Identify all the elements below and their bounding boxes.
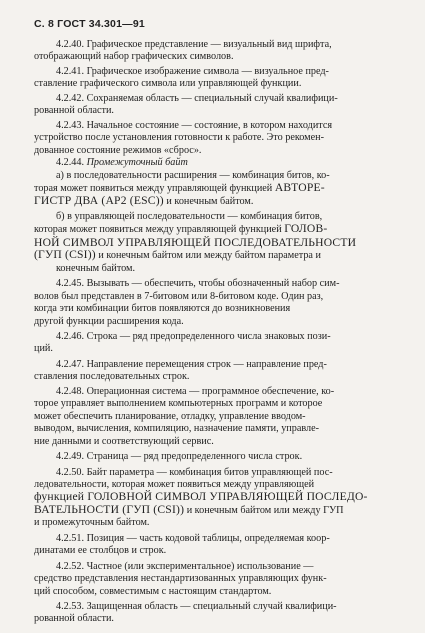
definition-4-2-48: [34, 386, 397, 448]
text-line: 4.2.45. Вызывать — обеспечить, чтобы обозначенный набор сим-: [56, 278, 340, 290]
text-line: 4.2.47. Направление перемещения строк — направление пред-: [56, 358, 327, 370]
definition-4-2-47: [34, 359, 397, 384]
text-line: функцией ГОЛОВНОЙ СИМВОЛ УПРАВЛЯЮЩЕЙ ПОСЛЕДО-: [34, 490, 368, 504]
text-line: 4.2.52. Частное (или экспериментальное) использование —: [56, 560, 314, 572]
text-line: дованное состояние режимов «сброс».: [34, 144, 202, 156]
text-line: когда эти комбинации битов появляются до возникновения: [34, 303, 291, 315]
page-header: С. 8 ГОСТ 34.301—91: [34, 18, 145, 30]
definition-4-2-46: [34, 331, 397, 356]
text-line: ций способом, совместимым с настоящим стандартом.: [34, 585, 272, 597]
text-line: 4.2.41. Графическое изображение символа — визуальное пред-: [56, 65, 329, 77]
definition-4-2-51: [34, 533, 397, 558]
text-line: торое управляет выполнением компьютерных программ и которое: [34, 398, 323, 410]
definition-4-2-50: [34, 467, 397, 530]
text-line: отображающий набор графических символов.: [34, 51, 234, 63]
text-line: ние данными и соответствующий сервис.: [34, 435, 214, 447]
title-number: 4.2.44.: [56, 157, 87, 169]
text-line: ставления последовательных строк.: [34, 371, 190, 383]
text-line: 4.2.40. Графическое представление — визуальный вид шрифта,: [56, 39, 332, 50]
text-line: средство представления нестандартизованных управляющих функ-: [34, 573, 327, 585]
text-line: которая может появиться между управляющей функцией ГОЛОВ-: [34, 222, 328, 236]
text-line: ций.: [34, 343, 53, 355]
text-line: 4.2.42. Сохраняемая область — специальный случай квалифици-: [56, 92, 338, 104]
text-line: НОЙ СИМВОЛ УПРАВЛЯЮЩЕЙ ПОСЛЕДОВАТЕЛЬНОСТИ: [34, 235, 357, 249]
definition-4-2-44: [34, 157, 397, 275]
text-line: 4.2.51. Позиция — часть кодовой таблицы, определяемая коор-: [56, 532, 330, 544]
section-title: [34, 157, 397, 169]
text-line: торая может появиться между управляющей функцией АВТОРЕ-: [34, 180, 325, 194]
definition-4-2-52: [34, 561, 397, 598]
text-line: ВАТЕЛЬНОСТИ (ГУП (CSI)) и конечным байтом или между ГУП: [34, 502, 344, 516]
text-line: рованной области.: [34, 613, 114, 625]
definition-4-2-42: [34, 93, 397, 118]
text-line: выводом, вычисления, компиляцию, назначение памяти, управле-: [34, 423, 320, 435]
text-line: устройство после установления готовности к работе. Это рекомен-: [34, 132, 324, 144]
text-line: (ГУП (CSI)) и конечным байтом или между байтом параметра и: [34, 248, 321, 262]
document-body: [34, 39, 397, 626]
definition-4-2-49: [34, 451, 397, 463]
text-line: конечным байтом.: [56, 262, 136, 274]
definition-4-2-45: [34, 278, 397, 328]
text-line: б) в управляющей последовательности — комбинация битов,: [56, 210, 323, 222]
text-line: рованной области.: [34, 105, 114, 117]
text-line: волов был представлен в 7-битовом или 8-битовом коде. Один раз,: [34, 290, 324, 302]
definition-4-2-41: [34, 66, 397, 91]
text-line: 4.2.53. Защищенная область — специальный случай квалифици-: [56, 601, 337, 613]
definition-4-2-53: [34, 601, 397, 626]
text-line: 4.2.43. Начальное состояние — состояние, в котором находится: [56, 119, 333, 131]
definition-4-2-40: [34, 39, 397, 64]
text-line: может обеспечить планирование, отладку, управление вводом-: [34, 410, 306, 422]
title-term: Промежуточный байт: [86, 157, 188, 169]
text-line: 4.2.46. Строка — ряд предопределенного числа знаковых пози-: [56, 330, 331, 342]
text-line: динатами ее столбцов и строк.: [34, 545, 167, 557]
text-line: а) в последовательности расширения — комбинация битов, ко-: [56, 169, 330, 181]
text-line: и промежуточным байтом.: [34, 517, 150, 529]
definition-4-2-43: [34, 120, 397, 157]
text-line: ледовательности, которая может появиться между управляющей: [34, 478, 315, 490]
text-line: ставление графического символа или управляющей функции.: [34, 78, 302, 90]
text-line: 4.2.50. Байт параметра — комбинация битов управляющей пос-: [56, 466, 333, 478]
text-line: другой функции расширения кода.: [34, 315, 184, 327]
text-line: 4.2.48. Операционная система — программное обеспечение, ко-: [56, 385, 335, 397]
text-line: ГИСТР ДВА (АР2 (ESC)) и конечным байтом.: [34, 194, 254, 208]
text-line: 4.2.49. Страница — ряд предопределенного числа строк.: [56, 451, 303, 463]
